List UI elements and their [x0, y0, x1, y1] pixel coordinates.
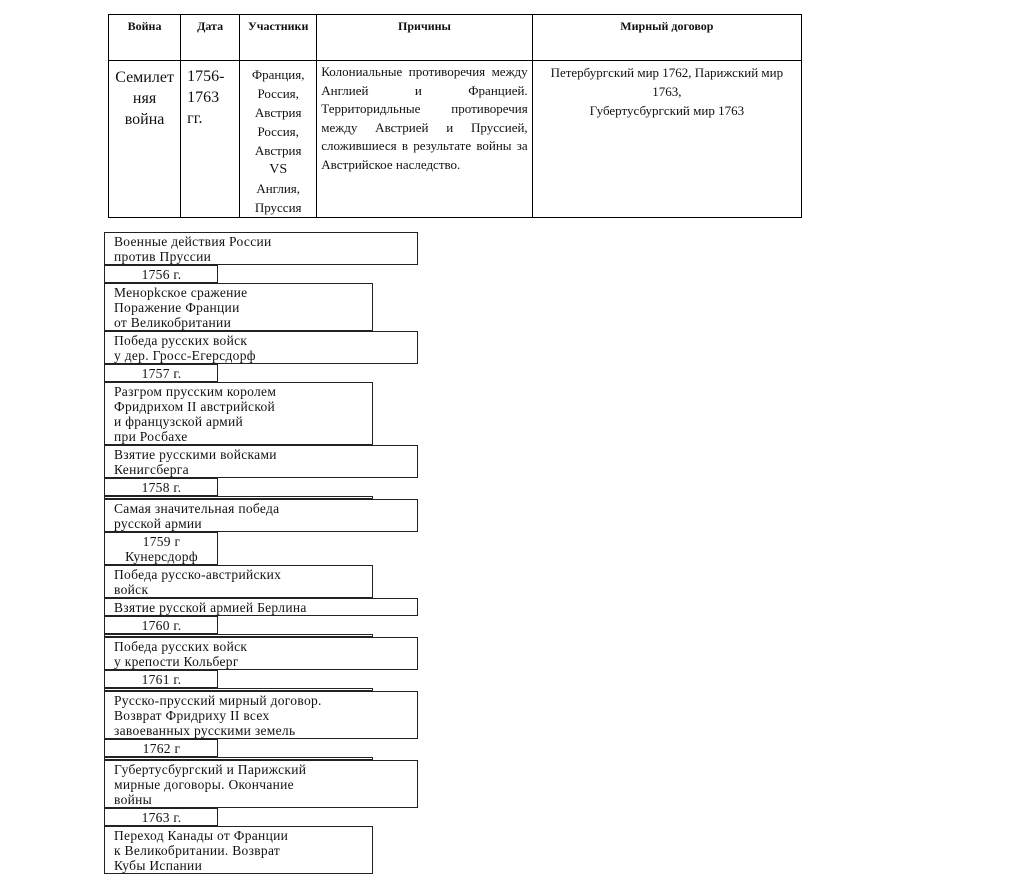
year-cell: 1762 г	[104, 739, 218, 757]
war-name: Семилет няя война	[115, 69, 174, 128]
year-cell: 1760 г.	[104, 616, 218, 634]
cell-participants	[240, 61, 317, 218]
header-war: Война	[109, 15, 181, 61]
header-row	[109, 15, 802, 61]
peace-treaties: Петербургский мир 1762, Парижский мир 1763, Губертусбургский мир 1763	[550, 65, 784, 118]
table-row	[104, 598, 798, 637]
war-causes: Колониальные противоречия между Англией и Францией. Территоридльные противоречия между Австрией и Пруссией, сложившиеся в результате войны за Австрийское наследство.	[321, 64, 528, 172]
header-date: Дата	[181, 15, 240, 61]
year-cell: 1756 г.	[104, 265, 218, 283]
table-row	[104, 232, 798, 331]
year-cell: 1759 г Кунерсдорф	[104, 532, 218, 565]
cell-peace	[532, 61, 801, 218]
header-participants: Участники	[240, 15, 317, 61]
event-cell: Военные действия России против Пруссии	[104, 232, 418, 265]
table-row	[104, 760, 798, 874]
table-row	[104, 331, 798, 445]
cell-war	[109, 61, 181, 218]
table-row	[104, 445, 798, 499]
cell-causes	[317, 61, 532, 218]
cell-date	[181, 61, 240, 218]
year-cell: 1758 г.	[104, 478, 218, 496]
war-events-table	[104, 232, 798, 874]
note-cell: Разгром прусским королем Фридрихом II австрийской и французской армий при Росбахе	[104, 382, 373, 445]
versus-label: VS	[269, 162, 288, 177]
year-cell: 1761 г.	[104, 670, 218, 688]
table-row	[104, 691, 798, 760]
note-cell: Менорkское сражение Поражение Франции от Великобритании	[104, 283, 373, 331]
seven-years-war-summary-table	[108, 14, 802, 218]
war-dates: 1756- 1763 гг.	[187, 68, 225, 127]
year-cell: 1763 г.	[104, 808, 218, 826]
header-causes: Причины	[317, 15, 532, 61]
table-row	[109, 61, 802, 218]
event-cell: Взятие русскими войсками Кенигсберга	[104, 445, 418, 478]
event-cell: Губертусбургский и Парижский мирные договоры. Окончание войны	[104, 760, 418, 808]
event-cell: Русско-прусский мирный договор. Возврат Фридриху II всех завоеванных русскими земель	[104, 691, 418, 739]
table-row	[104, 499, 798, 598]
participants-allies: Франция, Россия, Австрия Россия, Австрия	[251, 67, 305, 158]
table-row	[104, 637, 798, 691]
event-cell: Победа русских войск у дер. Гросс-Егерсдорф	[104, 331, 418, 364]
year-cell: 1757 г.	[104, 364, 218, 382]
event-cell: Победа русских войск у крепости Кольберг	[104, 637, 418, 670]
note-cell: Победа русско-австрийских войск	[104, 565, 373, 598]
event-cell: Взятие русской армией Берлина	[104, 598, 418, 616]
event-cell: Самая значительная победа русской армии	[104, 499, 418, 532]
note-cell: Переход Канады от Франции к Великобритании. Возврат Кубы Испании	[104, 826, 373, 874]
header-peace-treaty: Мирный договор	[532, 15, 801, 61]
participants-opponents: Англия, Пруссия	[254, 181, 302, 215]
